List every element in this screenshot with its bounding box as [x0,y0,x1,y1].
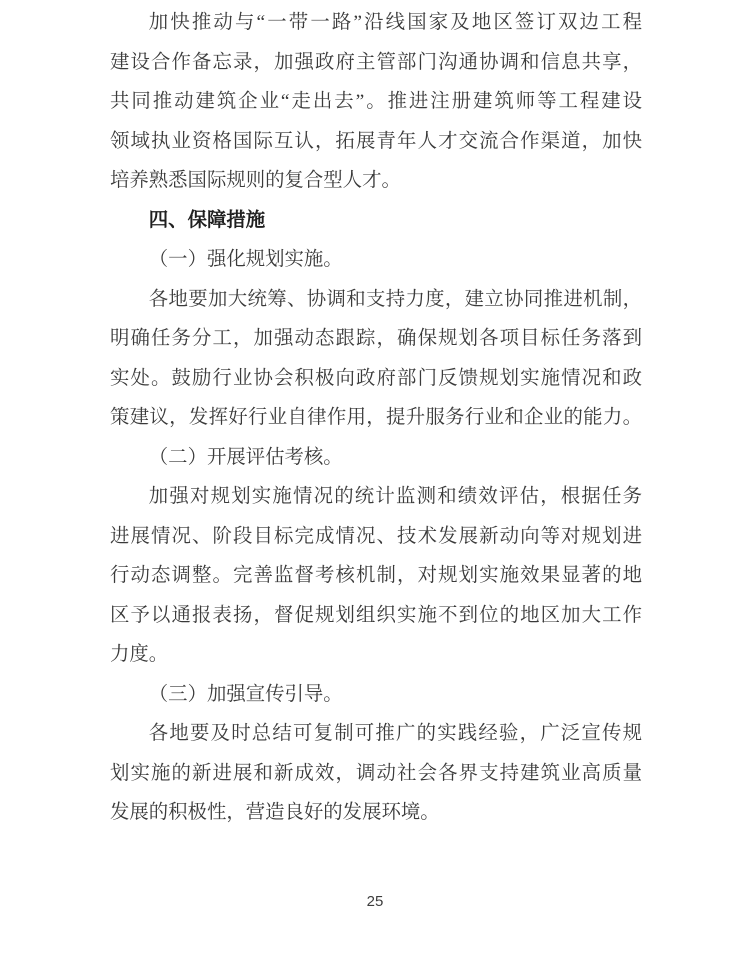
paragraph [110,280,642,438]
text-line: 领域执业资格国际互认，拓展青年人才交流合作渠道，加快 [110,130,642,152]
text-line: 各地要加大统筹、协调和支持力度，建立协同推进机制， [148,288,642,310]
section-heading: 四、保障措施 [148,208,266,231]
text-line: 划实施的新进展和新成效，调动社会各界支持建筑业高质量 [110,762,642,784]
page-number: 25 [366,893,384,910]
paragraph [110,477,642,675]
text-line: 区予以通报表扬，督促规划组织实施不到位的地区加大工作 [110,604,642,626]
subsection-heading: （二）开展评估考核。 [148,446,343,468]
subsection-heading: （三）加强宣传引导。 [148,683,343,705]
text-line: 发展的积极性，营造良好的发展环境。 [110,802,440,823]
text-line: 各地要及时总结可复制可推广的实践经验，广泛宣传规 [148,723,642,744]
text-line: 加强对规划实施情况的统计监测和绩效评估，根据任务 [148,486,642,507]
text-line: 建设合作备忘录，加强政府主管部门沟通协调和信息共享， [110,51,642,73]
paragraph [110,714,642,833]
text-line: 培养熟悉国际规则的复合型人才。 [110,170,401,191]
text-line: 实处。鼓励行业协会积极向政府部门反馈规划实施情况和政 [110,367,642,389]
text-line: 明确任务分工，加强动态跟踪，确保规划各项目标任务落到 [110,328,642,349]
text-line: 力度。 [110,644,169,665]
text-line: 进展情况、阶段目标完成情况、技术发展新动向等对规划进 [110,525,642,547]
text-line: 策建议，发挥好行业自律作用，提升服务行业和企业的能力。 [110,407,642,428]
text-line: 行动态调整。完善监督考核机制，对规划实施效果显著的地 [110,565,642,586]
text-line: 加快推动与“一带一路”沿线国家及地区签订双边工程 [148,12,642,33]
subsection-heading: （一）强化规划实施。 [148,249,343,270]
paragraph [110,3,642,201]
document-content [110,3,642,833]
text-line: 共同推动建筑企业“走出去”。推进注册建筑师等工程建设 [110,91,642,112]
